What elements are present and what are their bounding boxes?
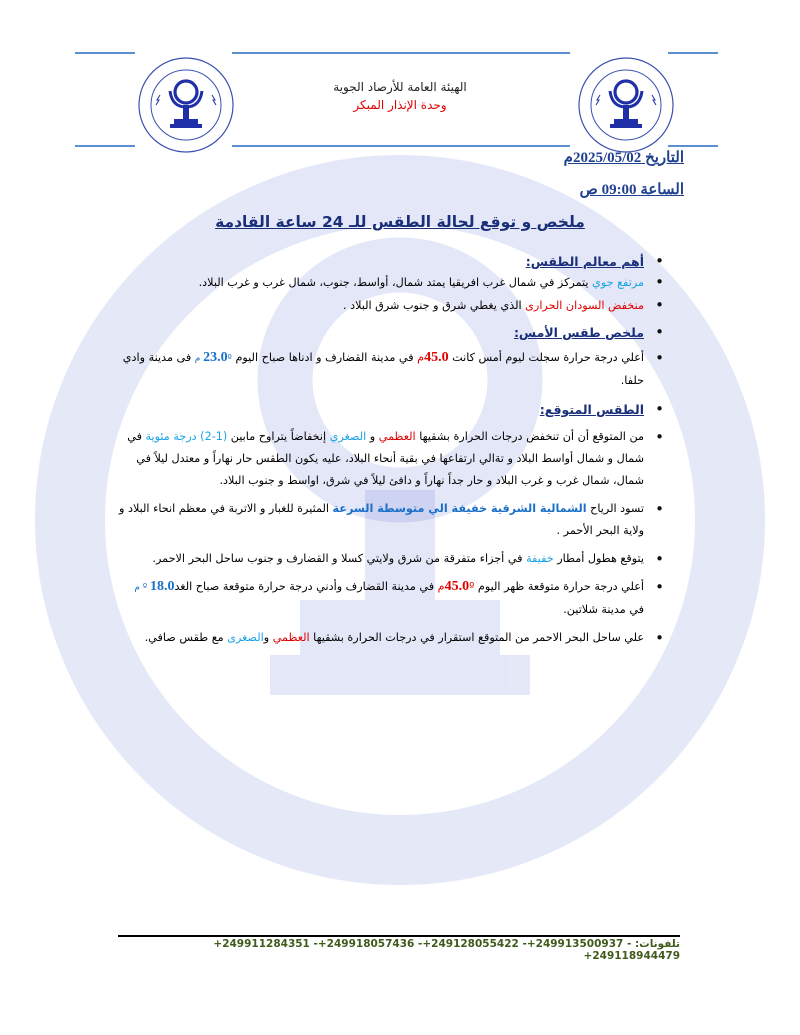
list-item — [118, 426, 666, 492]
date-value: 2025/05/02م — [563, 150, 642, 166]
organization-header — [250, 78, 550, 114]
item-text: مع طقس صافي. — [144, 631, 228, 644]
sma-logo-right — [576, 55, 676, 155]
min-word: الصغري — [329, 430, 367, 443]
item-text: و — [263, 631, 273, 644]
wind-direction: الشمالية الشرقية — [490, 502, 587, 515]
item-text: من المتوقع أن أن تنخفض درجات الحرارة بشقيها — [415, 430, 644, 443]
item-text: يتمركز في شمال غرب افريقيا يمتد شمال، أواسط، جنوب، شمال غرب و غرب البلاد. — [198, 276, 593, 289]
header-rule — [75, 145, 135, 147]
header-rule — [232, 145, 570, 147]
item-text: في شمال و شمال أواسط البلاد و تةالي ارتفاعها في بقية أنحاء البلاد، عليه يكون الطقس حار نهاراً و معتدل ليلاً في شمال، شمال غرب و غرب البلاد و حار جداً نهاراً و دافئ ليلاً في شرق، اواسط و جنوب البلاد. — [127, 430, 644, 487]
yesterday-heading: ملخص طقس الأمس: — [513, 325, 644, 340]
item-text: في أجزاء متفرقة من شرق ولايتي كسلا و القضارف و جنوب ساحل البحر الاحمر. — [152, 552, 527, 565]
list-item — [118, 296, 666, 315]
report-body — [118, 252, 666, 649]
phone-numbers: +249911284351 -+249918057436 -+249128055422 -+249913500937 -+249118944479 — [213, 938, 680, 962]
rain-intensity: خفيفة — [526, 552, 554, 565]
item-text: في مدينة شلاتين. — [563, 603, 644, 616]
max-word: العظمي — [272, 631, 310, 644]
section-heading — [118, 252, 666, 272]
list-item — [118, 548, 666, 570]
list-item — [118, 498, 666, 542]
max-word: العظمي — [378, 430, 416, 443]
date-label: التاريخ — [645, 150, 684, 166]
forecast-heading: الطقس المتوقع: — [539, 402, 644, 417]
item-text: أعلي درجة حرارة متوقعة ظهر اليوم — [474, 580, 644, 593]
header-rule — [668, 52, 718, 54]
time-label: الساعة — [640, 182, 684, 198]
min-temp-today: 23.0 — [203, 350, 228, 365]
highlight-low-pressure: منخفض السودان الحرارى — [525, 299, 644, 312]
highlight-high-pressure: مرتفع جوي — [592, 276, 644, 289]
time-value: 09:00 — [601, 182, 637, 198]
max-temp-yesterday: 45.0 — [424, 350, 449, 365]
item-text: و — [366, 430, 379, 443]
item-text: المثيرة للغبار و الاتربة في معظم انحاء البلاد و ولاية البحر الأحمر . — [119, 502, 644, 537]
list-item — [118, 273, 666, 292]
phones-label: تلفونات: — [634, 938, 680, 950]
time-suffix: ص — [579, 182, 598, 198]
features-heading: أهم معالم الطقس: — [525, 254, 644, 269]
footer-rule — [118, 935, 680, 937]
temp-change-range: (1-2) درجة مئوية — [145, 430, 228, 443]
report-time — [580, 180, 684, 199]
list-item — [118, 347, 666, 392]
min-temp-unit: º م — [134, 583, 150, 593]
unit-name: وحدة الإنذار المبكر — [353, 98, 447, 112]
min-temp-unit: º م — [194, 354, 232, 364]
wind-speed: خفيفة الي متوسطة السرعة — [332, 502, 491, 515]
organization-name: الهيئة العامة للأرصاد الجوية — [333, 80, 467, 94]
item-text: إنخفاضاً يتراوح مابين — [227, 430, 330, 443]
item-text: الذي يغطي شرق و جنوب شرق البلاد . — [342, 299, 526, 312]
section-heading — [118, 400, 666, 420]
section-heading — [118, 323, 666, 343]
max-temp-forecast: 45.0 — [444, 579, 470, 594]
item-text: في مدينة القضارف وأدني درجة حرارة متوقعة صباح الغد — [174, 580, 438, 593]
report-date — [564, 148, 684, 167]
item-text: تسود الرياح — [586, 502, 644, 515]
max-temp-unit: م — [417, 351, 425, 364]
sma-logo-left — [136, 55, 236, 155]
min-temp-forecast: 18.0 — [149, 579, 175, 594]
report-title: ملخص و توقع لحالة الطقس للـ 24 ساعة القادمة — [215, 213, 585, 231]
item-text: يتوقع هطول أمطار — [553, 552, 644, 565]
item-text: فى مدينة وادي حلفا. — [122, 351, 644, 387]
max-temp-unit: ºم — [437, 580, 475, 593]
min-word: الصغرى — [227, 631, 264, 644]
footer-contacts — [118, 938, 680, 962]
list-item — [118, 627, 666, 649]
header-rule — [232, 52, 570, 54]
header-rule — [75, 52, 135, 54]
item-text: أعلي درجة حرارة سجلت ليوم أمس كانت — [448, 351, 644, 364]
item-text: في مدينة القضارف و ادناها صباح اليوم — [231, 351, 418, 364]
list-item — [118, 576, 666, 621]
item-text: علي ساحل البحر الاحمر من المتوقع استقرار في درجات الحرارة بشقيها — [309, 631, 644, 644]
